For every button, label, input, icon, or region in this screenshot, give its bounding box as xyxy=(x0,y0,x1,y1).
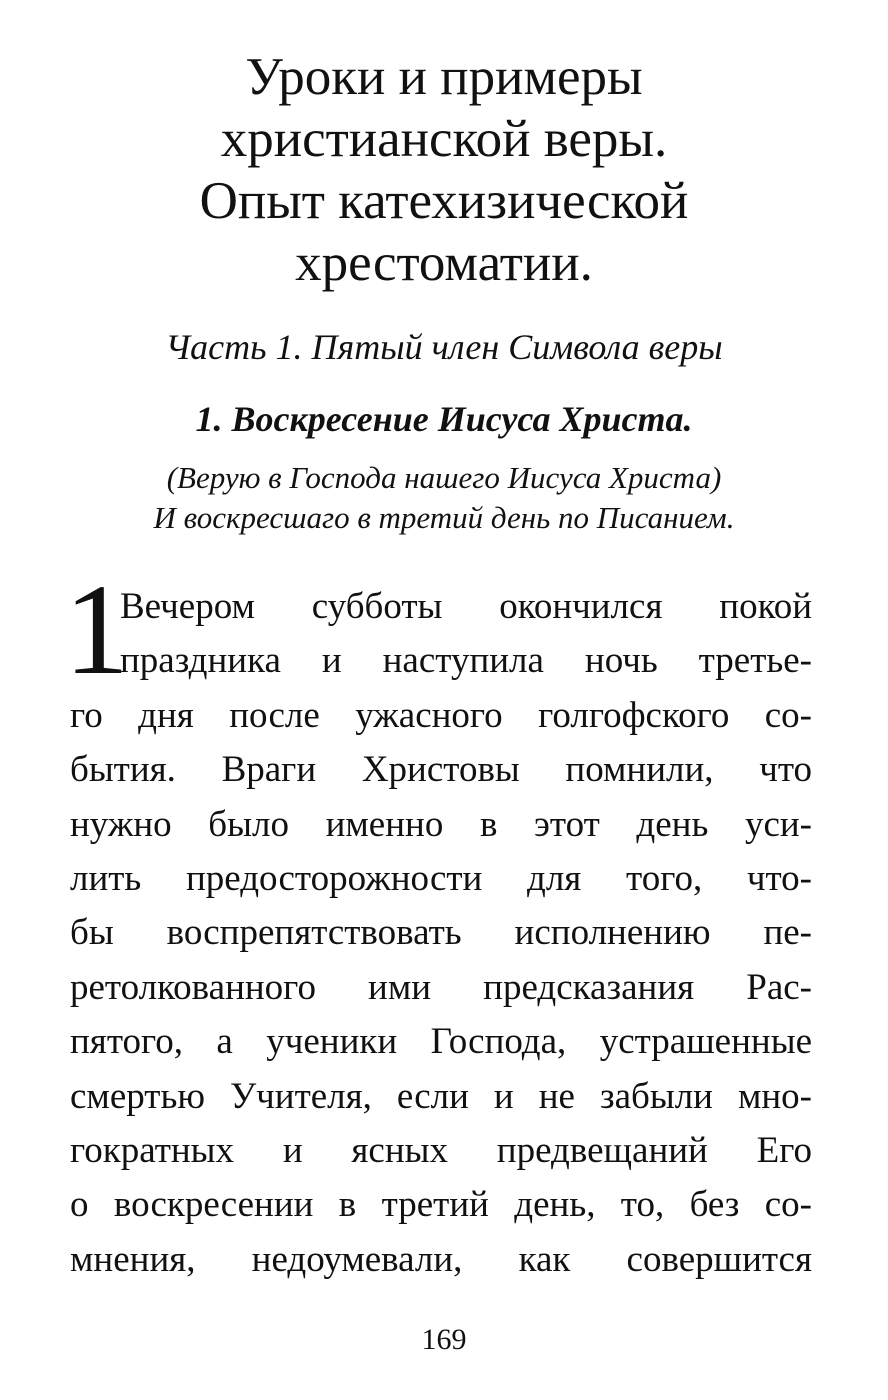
body-line: лить предосторожности для того, что- xyxy=(70,857,812,899)
epigraph xyxy=(40,458,848,538)
title-line: хрестоматии. xyxy=(295,234,593,292)
body-line: Вечером субботы окончился покой xyxy=(120,586,812,627)
body-line: смертью Учителя, если и не забыли мно- xyxy=(70,1075,812,1117)
body-line: мнения, недоумевали, как совершится xyxy=(70,1238,812,1280)
body-line: го дня после ужасного голгофского со- xyxy=(70,694,812,736)
body-line: праздника и наступила ночь третье- xyxy=(120,640,812,682)
title-line: Опыт катехизической xyxy=(199,172,689,230)
part-heading: Часть 1. Пятый член Символа веры xyxy=(165,327,723,367)
body-paragraph xyxy=(70,580,812,1287)
epigraph-line: И воскресшаго в третий день по Писанием. xyxy=(153,500,735,535)
body-line: бытия. Враги Христовы помнили, что xyxy=(70,749,812,791)
title-line: Уроки и примеры xyxy=(245,48,643,106)
body-line: бы воспрепятствовать исполнению пе- xyxy=(70,912,812,954)
body-line: пятого, а ученики Господа, устрашенные xyxy=(70,1021,812,1063)
body-line: гократных и ясных предвещаний Его xyxy=(70,1129,812,1171)
drop-cap: 1 xyxy=(64,558,129,702)
section-heading: 1. Воскресение Иисуса Христа. xyxy=(195,399,693,439)
page-number: 169 xyxy=(421,1323,467,1356)
body-line: о воскресении в третий день, то, без со- xyxy=(70,1184,812,1226)
body-line: ретолкованного ими предсказания Рас- xyxy=(70,966,812,1008)
epigraph-line: (Верую в Господа нашего Иисуса Христа) xyxy=(166,460,722,495)
title-line: христианской веры. xyxy=(220,110,668,168)
page-title xyxy=(60,46,828,294)
body-line: нужно было именно в этот день уси- xyxy=(70,803,812,845)
